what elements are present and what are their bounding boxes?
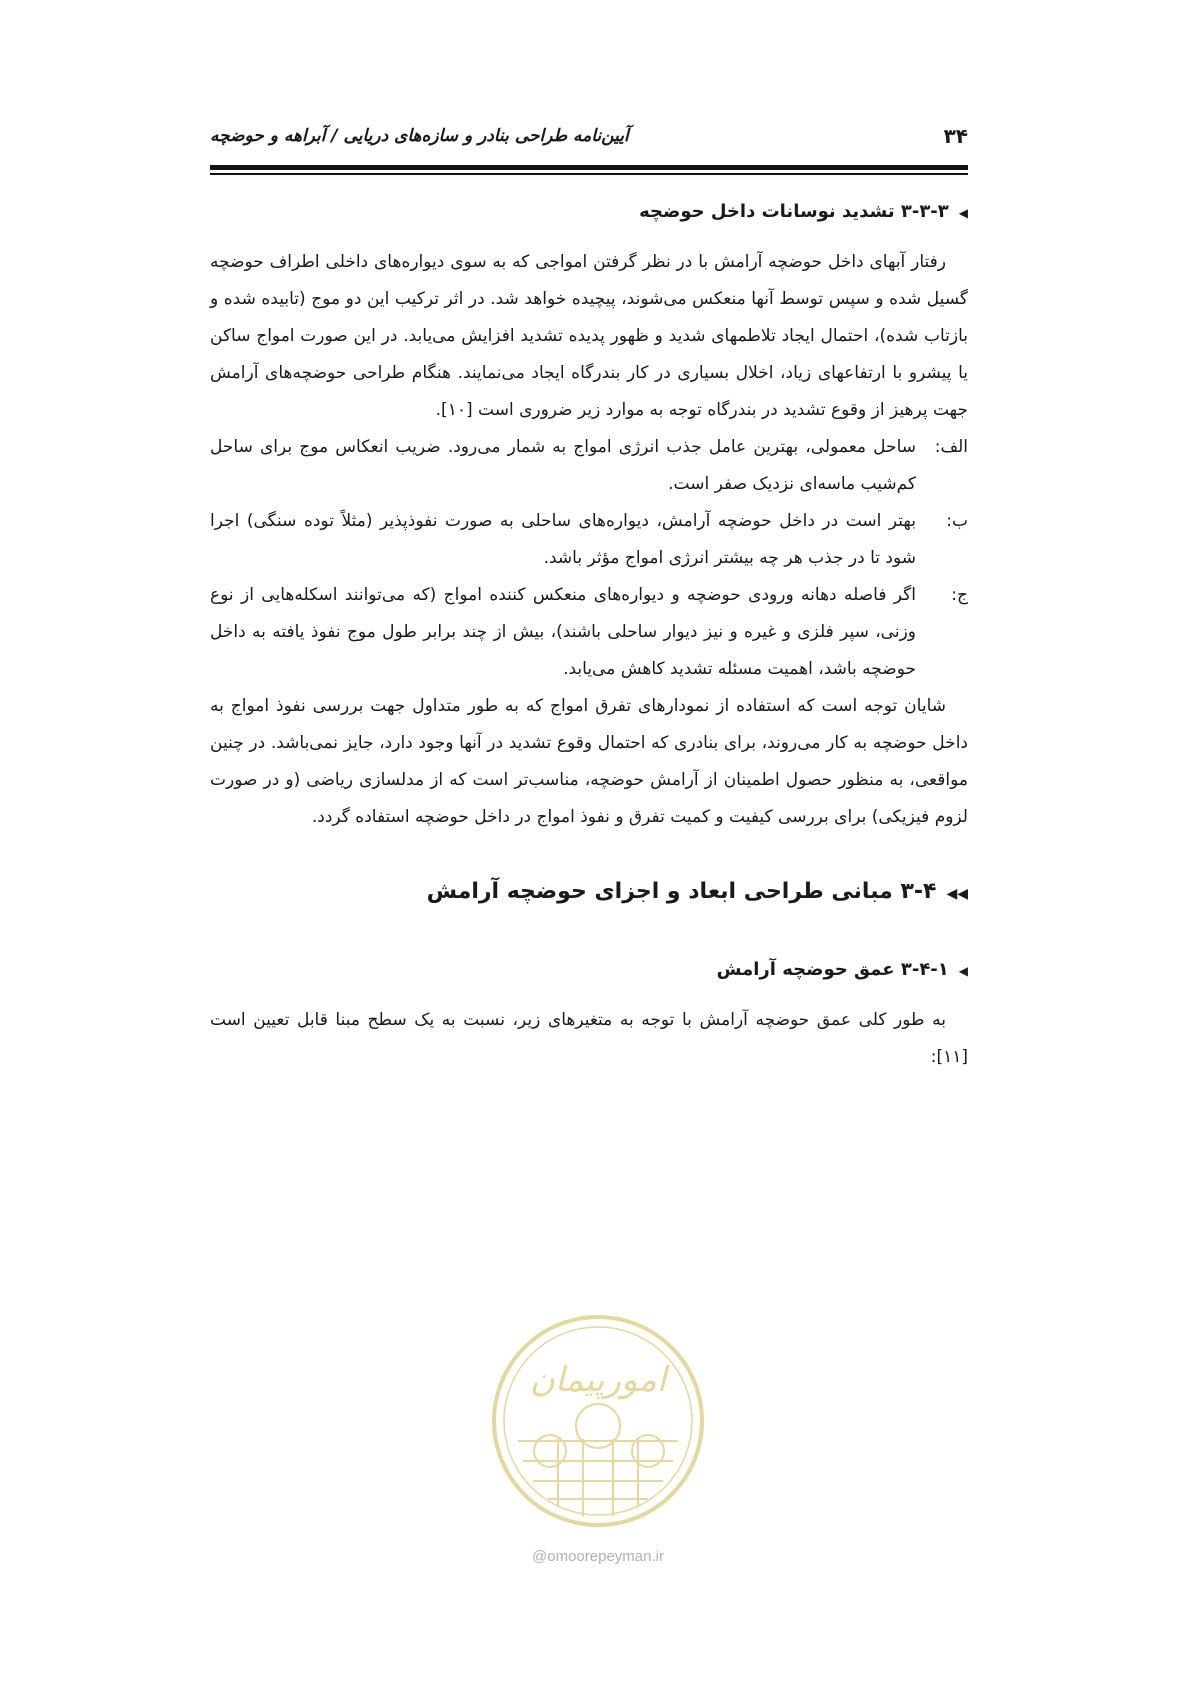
paragraph-basin-depth: به طور کلی عمق حوضچه آرامش با توجه به متغیرهای زیر، نسبت به یک سطح مبنا قابل تعیین است [۱۱]: <box>210 1010 968 1067</box>
header-rule-thin <box>210 173 968 175</box>
list-item-b <box>210 503 968 577</box>
paragraph-resonance-note: شایان توجه است که استفاده از نمودارهای تفرق امواج که به طور متداول جهت بررسی نفوذ امواج به داخل حوضچه به کار می‌روند، برای بنادری که احتمال وقوع تشدید در آنها وجود دارد، جایز نمی‌باشد. در چنین مواقعی، به منظور حصول اطمینان از آرامش حوضچه، مناسب‌تر است که از مدلسازی ریاضی (و در صورت لزوم فیزیکی) برای بررسی کیفیت و کمیت تفرق و نفوذ امواج در داخل حوضچه استفاده گردد. <box>210 696 968 827</box>
heading-bullet-icon: ◀ <box>958 206 968 220</box>
list-item-text: اگر فاصله دهانه ورودی حوضچه و دیواره‌های منعکس کننده امواج (که می‌توانند اسکله‌هایی از نوع وزنی، سپر فلزی و غیره و نیز دیوار ساحلی باشند)، بیش از چند برابر طول موج نفوذ یافته به داخل حوضچه باشد، اهمیت مسئله تشدید کاهش می‌یابد. <box>210 585 916 679</box>
paragraph-resonance-intro: رفتار آبهای داخل حوضچه آرامش با در نظر گرفتن امواجی که به سوی دیواره‌های داخلی اطراف حوضچه گسیل شده و سپس توسط آنها منعکس می‌شوند، پیچیده خواهد شد. در اثر ترکیب این دو موج (تابیده شده و بازتاب شده)، احتمال ایجاد تلاطمهای شدید و ظهور پدیده تشدید افزایش می‌یابد. در این صورت امواج ساکن یا پیشرو با ارتفاعهای زیاد، اخلال بسیاری در کار بندرگاه ایجاد می‌نمایند. هنگام طراحی حوضچه‌های آرامش جهت پرهیز از وقوع تشدید در بندرگاه توجه به موارد زیر ضروری است [۱۰]. <box>210 252 968 420</box>
page-body <box>210 190 968 1076</box>
page-header <box>210 124 968 154</box>
heading-bullet-icon: ◀ <box>958 964 968 978</box>
section-heading-basin-depth: ◀۳-۴-۱ عمق حوضچه آرامش <box>716 959 968 980</box>
list-item-c <box>210 577 968 688</box>
list-marker: الف: <box>934 437 968 457</box>
list-item-text: بهتر است در داخل حوضچه آرامش، دیواره‌های ساحلی به صورت نفوذپذیر (مثلاً توده سنگی) اجرا شود تا در جذب هر چه بیشتر انرژی امواج مؤثر باشد. <box>210 511 916 568</box>
running-title: آیین‌نامه طراحی بنادر و سازه‌های دریایی / آبراهه و حوضچه <box>210 126 629 146</box>
watermark-logo-text: امورپیمان <box>529 1360 667 1400</box>
section-heading-basin-design: ◀◀۳-۴ مبانی طراحی ابعاد و اجزای حوضچه آرامش <box>426 879 968 904</box>
list-item-a <box>210 429 968 503</box>
page-number: ۳۴ <box>943 124 968 148</box>
section-heading-resonance: ◀۳-۳-۳ تشدید نوسانات داخل حوضچه <box>639 201 968 222</box>
list-marker: ب: <box>946 511 968 531</box>
heading-double-bullet-icon: ◀◀ <box>946 886 968 902</box>
header-rule-thick <box>210 165 968 170</box>
list-item-text: ساحل معمولی، بهترین عامل جذب انرژی امواج به شمار می‌رود. ضریب انعکاس موج برای ساحل کم‌شیب ماسه‌ای نزدیک صفر است. <box>210 437 916 494</box>
watermark-logo <box>488 1311 708 1531</box>
watermark-url: @omoorepeyman.ir <box>532 1548 664 1565</box>
list-marker: ج: <box>951 585 968 605</box>
